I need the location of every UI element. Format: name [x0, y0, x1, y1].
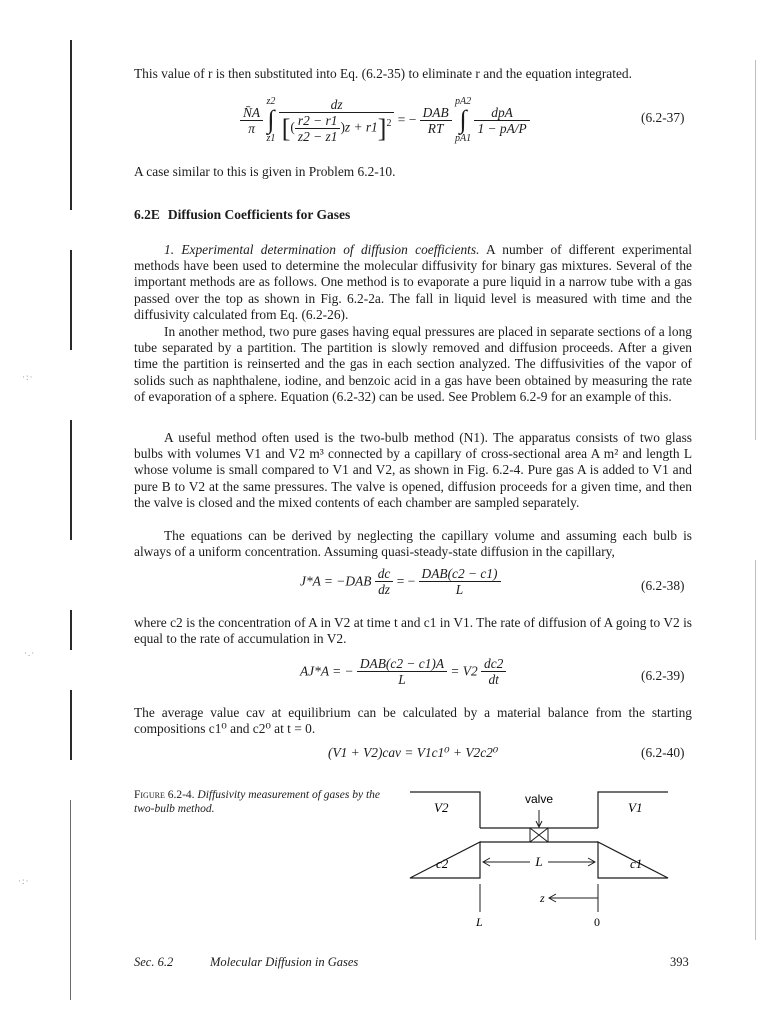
conc-c1-label: c1 — [630, 856, 643, 871]
length-label: L — [535, 854, 543, 869]
paragraph — [134, 242, 692, 323]
binding-line — [70, 40, 72, 210]
paragraph: The equations can be derived by neglecting the capillary volume and assuming each bulb is always of a uniform concentration. Assuming quasi-steady-state diffusion in the capillary, — [134, 528, 692, 560]
scan-speck: ·.· — [24, 648, 36, 658]
equation-6-2-38 — [300, 566, 501, 597]
eq-frac-den: L — [398, 672, 406, 687]
eq-frac-num: dc2 — [481, 656, 506, 672]
bulb-v2-label: V2 — [434, 800, 449, 815]
inner-num: r2 − r1 — [295, 113, 341, 129]
section-heading — [134, 207, 350, 223]
eq-lhs-num: N̄A — [240, 105, 263, 121]
bulb-v1-label: V1 — [628, 800, 643, 815]
edge-line — [755, 60, 756, 440]
binding-line — [70, 800, 71, 1000]
rhs-coef-den: RT — [427, 120, 444, 136]
eq-frac-num: DAB(c2 − c1)A — [357, 656, 447, 672]
equation-number: (6.2-39) — [641, 668, 685, 683]
figure-caption — [134, 788, 396, 816]
paragraph-body: A number of different experimental methods have been used to determine the molecular diffusivity for binary gas mixtures. Several of the important methods are as follows. One method is to evaporate a pure liquid in a narrow tube with a gas passed over the top as shown in Fig. 6.2-2a. The fall in liquid level is measured with time and the diffusivity calculated from Eq. (6.2-26). — [134, 242, 692, 322]
rhs-den: 1 − pA/P — [477, 120, 527, 136]
paragraph: The average value cav at equilibrium can be calculated by a material balance from the starting compositions c1⁰ and c2⁰ at t = 0. — [134, 705, 692, 737]
integral-upper: z2 — [266, 96, 276, 107]
inner-den: z2 − z1 — [297, 128, 338, 144]
scan-speck: ·:· — [22, 372, 34, 382]
edge-line — [755, 560, 756, 940]
integral-upper: pA2 — [455, 96, 472, 107]
valve-label: valve — [524, 792, 554, 806]
eq-frac-num: dc — [375, 566, 394, 582]
eq-lhs-den: π — [248, 120, 255, 136]
page-number: 393 — [670, 955, 689, 969]
equation-6-2-40: (V1 + V2)cav = V1c1⁰ + V2c2⁰ — [328, 745, 499, 760]
eq-frac-den: L — [455, 582, 464, 597]
binding-line — [70, 420, 72, 540]
paragraph-lead: 1. Experimental determination of diffusion coefficients. — [164, 242, 480, 257]
two-bulb-diagram — [400, 780, 700, 940]
footer-title: Molecular Diffusion in Gases — [210, 955, 359, 969]
axis-label-L: L — [476, 915, 483, 929]
inner-tail: z + r1 — [344, 119, 378, 135]
paragraph: A useful method often used is the two-bulb method (N1). The apparatus consists of two glass bulbs with volumes V1 and V2 m³ connected by a capillary of cross-sectional area A m² and length L whose volume is small compared to V1 and V2, as shown in Fig. 6.2-4. Pure gas A is added to V1 and pure B to V2 at the same pressures. The valve is opened, diffusion proceeds for a given time, and then the valve is closed and the mixed contents of each chamber are sampled separately. — [134, 430, 692, 510]
section-number: 6.2E — [134, 207, 160, 222]
equation-number: (6.2-37) — [641, 110, 685, 125]
exponent: 2 — [386, 117, 392, 129]
integral-lower: pA1 — [455, 133, 472, 144]
equation-6-2-39 — [300, 656, 506, 687]
conc-c2-label: c2 — [436, 856, 449, 871]
section-title: Diffusion Coefficients for Gases — [167, 207, 351, 222]
binding-line — [70, 690, 72, 760]
equation-6-2-37: $\frac{N̄A}{\pi}$ z2 ∫ z1 dz [( $\frac{r2 - r1}{z2 - z1}$ )z + r1]$^2$ = − $\frac{\text{DAB}}{RT}$ pA2 ∫ pA1 $\frac{\text{dpA}}{1 - pA/P}$ — [240, 96, 530, 144]
eq-equals: = − — [396, 573, 416, 589]
axis-label-zero: 0 — [594, 915, 600, 929]
binding-line — [70, 610, 72, 650]
figure-label: Figure 6.2-4. — [134, 789, 195, 801]
equation-number: (6.2-40) — [641, 745, 685, 760]
eq-frac-den: dt — [488, 672, 499, 687]
eq-frac-den: dz — [378, 582, 391, 597]
paragraph: This value of r is then substituted into Eq. (6.2-35) to eliminate r and the equation integrated. — [134, 66, 632, 81]
integrand-num: dz — [279, 97, 395, 113]
eq-frac-num: DAB(c2 − c1) — [419, 566, 501, 582]
footer-section: Sec. 6.2 — [134, 955, 174, 969]
binding-line — [70, 250, 72, 350]
z-label: z — [540, 891, 545, 905]
rhs-num: dpA — [474, 105, 529, 121]
integral-lower: z1 — [266, 133, 276, 144]
figure-caption-text: Diffusivity measurement of gases by the two-bulb method. — [134, 789, 381, 815]
rhs-coef-num: DAB — [420, 105, 452, 121]
paragraph: where c2 is the concentration of A in V2 at time t and c1 in V1. The rate of diffusion of A going to V2 is equal to the rate of accumulation in V2. — [134, 615, 692, 647]
equation-number: (6.2-38) — [641, 578, 685, 593]
paragraph: A case similar to this is given in Problem 6.2-10. — [134, 164, 396, 179]
paragraph: In another method, two pure gases having equal pressures are placed in separate sections of a long tube separated by a partition. The partition is slowly removed and diffusion proceeds. After a given time the partition is reinserted and the gas in each section analyzed. The diffusivities of the vapor of solids such as naphthalene, iodine, and benzoic acid in a gas have been obtained by measuring the rate of evaporation of a sphere. Equation (6.2-32) can be used. See Problem 6.2-9 for an example of this. — [134, 324, 692, 404]
eq-mid: = V2 — [450, 663, 478, 679]
eq-lhs: AJ*A = − — [300, 663, 354, 679]
scan-speck: ·:· — [18, 876, 30, 886]
eq-lhs: J*A = −DAB — [300, 573, 372, 589]
valve-icon — [530, 828, 548, 842]
